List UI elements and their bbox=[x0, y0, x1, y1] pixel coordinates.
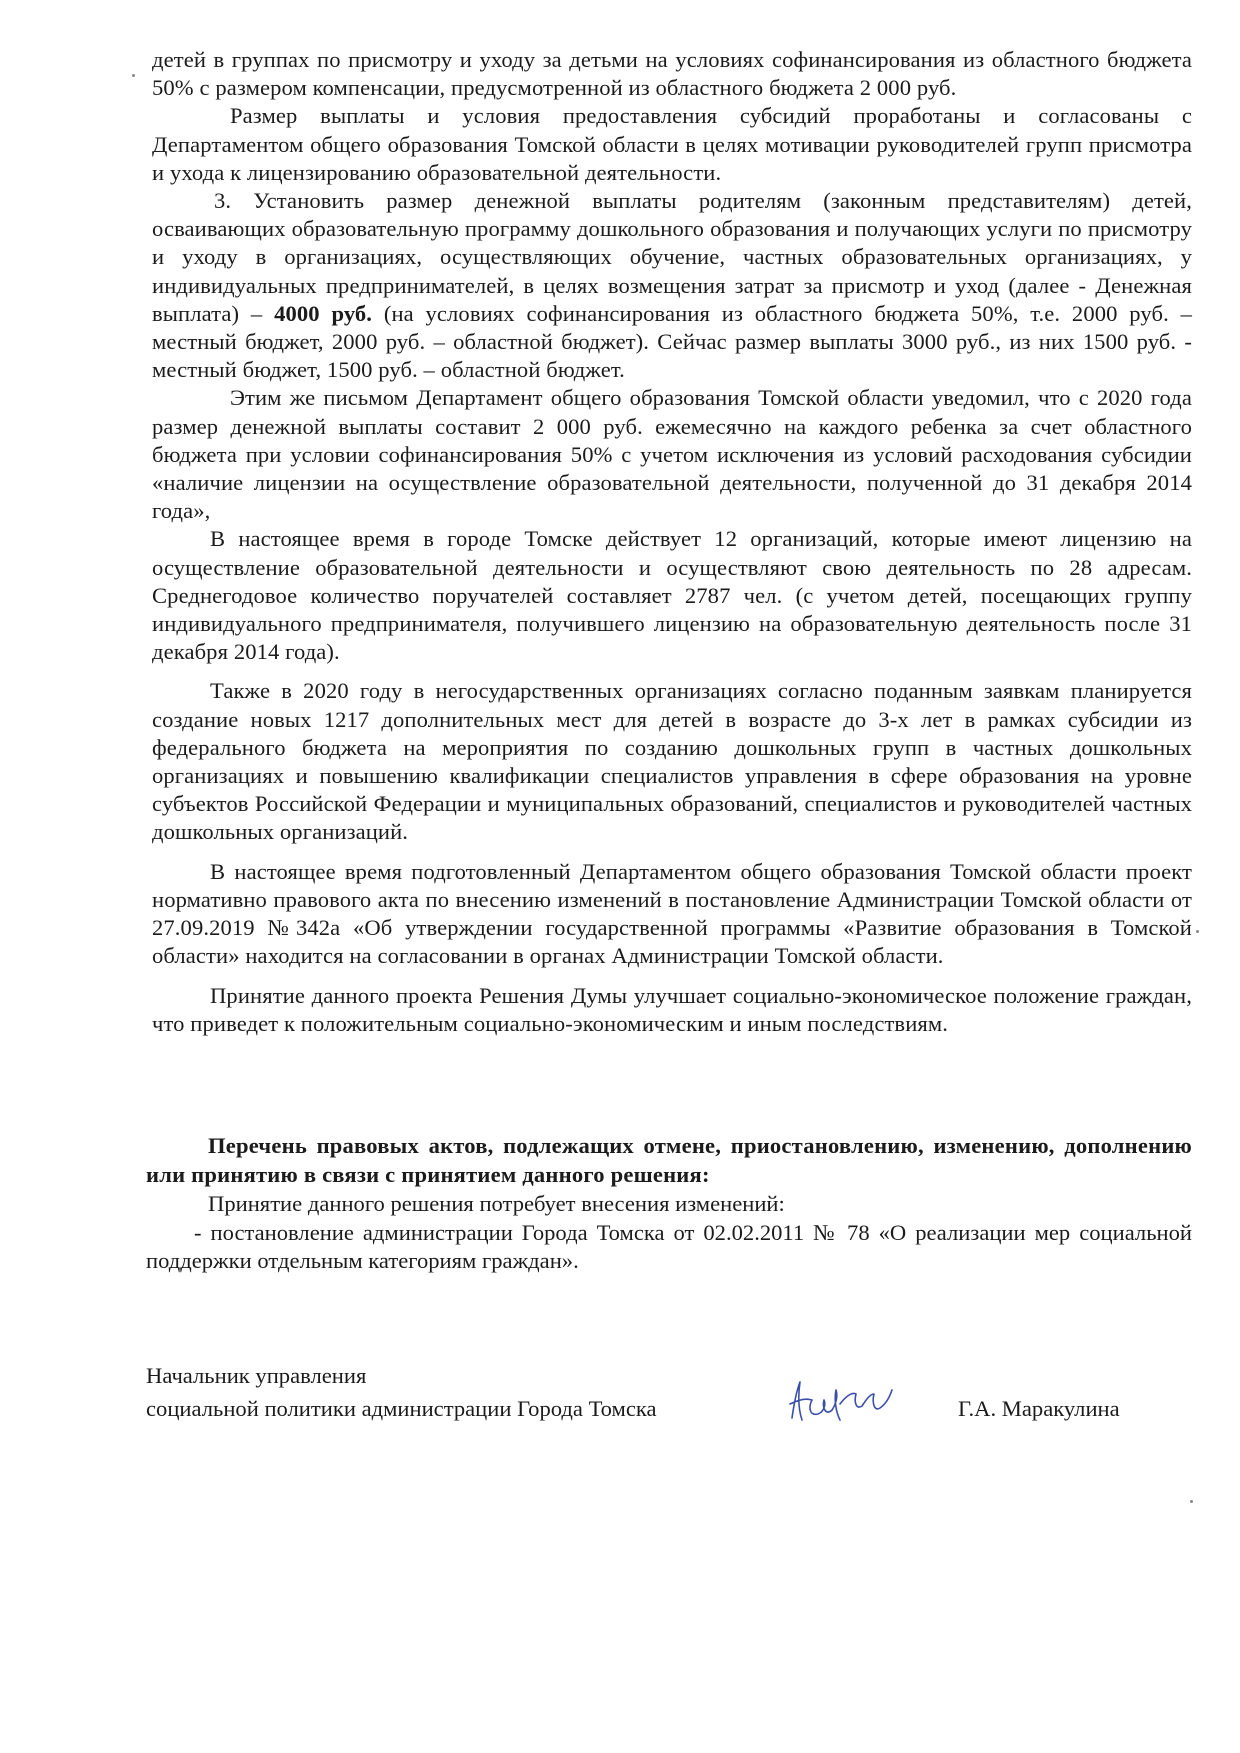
document-body bbox=[152, 46, 1192, 1038]
paragraph-item-3-cont: (на условиях софинансирования из областного бюджета 50%, т.е. 2000 руб. – местный бюджет, 2000 руб. – областной бюджет). Сейчас размер выплаты 3000 руб., из них 1500 руб. - местный бюджет, 1500 руб. – областной бюджет. bbox=[152, 300, 1192, 383]
signatory-position bbox=[146, 1359, 657, 1425]
paragraph-new-places: Также в 2020 году в негосударственных организациях согласно поданным заявкам планируется создание новых 1217 дополнительных мест для детей в возрасте до 3-х лет в рамках субсидии из федерального бюджета на мероприятия по созданию дошкольных групп в частных дошкольных организациях и повышению квалификации специалистов управления в сфере образования на уровне субъектов Российской Федерации и муниципальных образований, специалистов и руководителей частных дошкольных организаций. bbox=[152, 678, 1192, 845]
paragraph-subsidy-terms: Размер выплаты и условия предоставления субсидий проработаны и согласованы с Департаментом общего образования Томской области в целях мотивации руководителей групп присмотра и ухода к лицензированию образовательной деятельности. bbox=[152, 103, 1192, 185]
position-line-1: Начальник управления bbox=[146, 1363, 367, 1388]
legal-acts-intro: Принятие данного решения потребует внесения изменений: bbox=[208, 1191, 785, 1216]
legal-acts-list bbox=[146, 1190, 1192, 1276]
payment-amount: 4000 руб. bbox=[274, 300, 373, 326]
paragraph-draft-act: В настоящее время подготовленный Департаментом общего образования Томской области проект нормативно правового акта по внесению изменений в постановление Администрации Томской области от 27.09.2019 №342а «Об утверждении государственной программы «Развитие образования в Томской области» находится на согласовании в органах Администрации Томской области. bbox=[152, 858, 1192, 969]
legal-act-item: - постановление администрации Города Томска от 02.02.2011 № 78 «О реализации мер социальной поддержки отдельным категориям граждан». bbox=[146, 1219, 1192, 1274]
paragraph-organizations: В настоящее время в городе Томске действует 12 организаций, которые имеют лицензию на осуществление образовательной деятельности и осуществляют свою деятельность по 28 адресам. Среднегодовое количество поручателей составляет 2787 чел. (с учетом детей, посещающих группу индивидуального предпринимателя, получившего лицензию на образовательную деятельность после 31 декабря 2014 года). bbox=[152, 526, 1192, 665]
scan-speck bbox=[1196, 930, 1199, 933]
paragraph-continuation: детей в группах по присмотру и уходу за детьми на условиях софинансирования из областного бюджета 50% с размером компенсации, предусмотренной из областного бюджета 2 000 руб. bbox=[152, 47, 1192, 101]
legal-acts-heading: Перечень правовых актов, подлежащих отмене, приостановлению, изменению, дополнению или принятию в связи с принятием данного решения: bbox=[146, 1133, 1192, 1187]
paragraph-consequences: Принятие данного проекта Решения Думы улучшает социально-экономическое положение граждан, что приведет к положительным социально-экономическим и иным последствиям. bbox=[152, 982, 1192, 1036]
signatory-name: Г.А. Маракулина bbox=[958, 1396, 1120, 1421]
paragraph-item-3 bbox=[152, 187, 1192, 384]
handwritten-signature bbox=[780, 1374, 910, 1432]
scan-speck bbox=[1190, 1500, 1193, 1503]
scan-speck bbox=[132, 74, 135, 77]
position-line-2: социальной политики администрации Города Томска bbox=[146, 1396, 657, 1421]
paragraph-item-3-text: 3. Установить размер денежной выплаты родителям (законным представителям) детей, осваивающих образовательную программу дошкольного образования и получающих услуги по присмотру и уходу в организациях, осуществляющих обучение, частных образовательных организациях, у индивидуальных предпринимателей, в целях возмещения затрат за присмотр и уход (далее - Денежная выплата) – bbox=[152, 188, 1192, 326]
paragraph-department-letter: Этим же письмом Департамент общего образования Томской области уведомил, что с 2020 года размер денежной выплаты составит 2 000 руб. ежемесячно на каждого ребенка за счет областного бюджета при условии софинансирования 50% с учетом исключения из условий расходования субсидии «наличие лицензии на осуществление образовательной деятельности, полученной до 31 декабря 2014 года», bbox=[152, 385, 1192, 524]
